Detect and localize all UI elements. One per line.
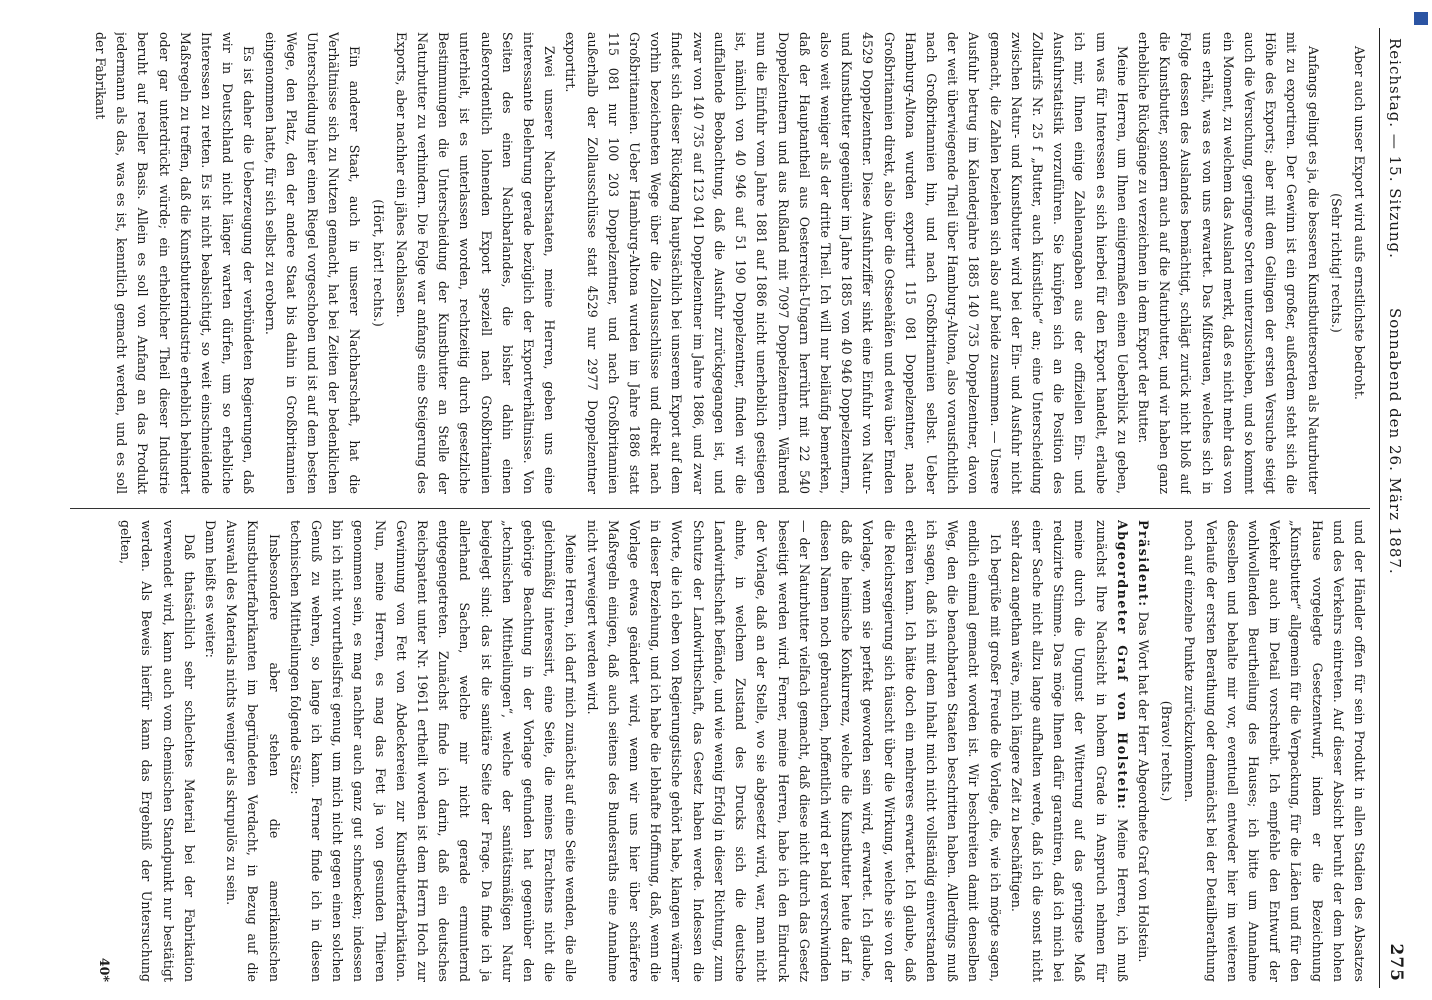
body-paragraph: Daß thatsächlich sehr schlechtes Material bei der Fabrikation verwendet wird, kann auch vom chemischen Standpunkt nur bestätigt werden. Als Beweis hierfür kann das Ergebniß der Untersuchung gelten, [118,520,197,982]
right-column [70,520,1370,982]
dfg-logo [1414,12,1428,25]
column-divider [70,508,1370,509]
printed-page [50,28,1410,988]
speech-text: Das Wort hat der Herr Abgeordnete Graf von Holstein. [1135,611,1151,963]
body-paragraph: Dann heißt es weiter: [203,520,219,658]
speaker-name: Präsident: [1135,520,1151,608]
body-paragraph: Ein anderer Staat, auch in unserer Nachbarschaft, hat die Verhältnisse sich zu Nutzen gemacht, hat bei Zeiten der bedenklichen Unterscheidung hier einen Riegel vorgeschoben und ist auf dem besten Wege, den Platz, den der andere Staat bis dahin in Großbritannien eingenommen hatte, für sich selbst zu erobern. [262,32,363,494]
body-paragraph: und der Händler offen für sein Produkt in allen Stadien des Absatzes und des Verkehrs eintreten. Auf dieser Absicht beruht der dem hohen Hause vorgelegte Gesetzentwurf, indem er die Bezeichnung „Kunstbutter“ allgemein für die Verpackung, für die Läden und für den Verkehr auch im Detail vorschreibt. Ich empfehle den Entwurf der wohlwollenden Beurtheilung des Hauses; ich bitte um Annahme desselben und behalte mir vor, eventuell entweder hier im weiteren Verlaufe der ersten Berathung oder demnächst bei der Detailberathung noch auf einzelne Punkte zurückzukommen. [1182,520,1367,982]
interjection: (Sehr richtig! rechts.) [1328,193,1344,333]
interjection: (Bravo! rechts.) [1159,700,1175,802]
body-paragraph: Insbesondere aber stehen die amerikanischen Kunstbutterfabrikanten im begründeten Verdacht, in Bezug auf die Auswahl des Materials nichts weniger als skrupulös zu sein. [224,520,282,982]
session-title: Reichstag. — 15. Sitzung. [1386,38,1404,259]
body-paragraph: Anfangs gelingt es ja, die besseren Kunstbuttersorten als Naturbutter mit zu exportiren. Der Gewinn ist ein großer, außerdem steht sich die Höhe des Exports; aber mit dem Gelingen der ersten Versuche steigt auch die Versuchung, geringere Sorten unterzuschieben, und so kommt ein Moment, zu welchem das Ausland merkt, daß es nicht mehr das von uns erhält, was es von uns erwartet. Das Mißtrauen, welches sich in Folge dessen des Auslandes bemächtigt, schlägt zurück nicht bloß auf die Kunstbutter, sondern auch auf die Naturbutter, und wir haben ganz erhebliche Rückgänge zu verzeichnen in dem Export der Butter. [1135,32,1321,494]
session-date: Sonnabend den 26. März 1887. [1386,308,1404,575]
speaker-name: Abgeordneter Graf von Holstein: [1114,520,1130,811]
speech-paragraph [1133,520,1154,982]
digitization-credit [1414,8,1428,990]
speech-text: Meine Herren, ich muß zunächst Ihre Nachsicht in hohem Grade in Anspruch nehmen für meine durch die Ungunst der Witterung auf das geringste Maß reduzirte Stimme. Das möge Ihnen dafür garantiren, daß ich mich bei einer Sache nicht allzu lange aufhalten werde, daß ich die sonst nicht sehr dazu angethan wäre, mich längere Zeit zu beschäftigen. [1008,520,1130,982]
left-column [70,32,1370,494]
running-head [1379,28,1410,988]
speech-paragraph [1006,520,1133,982]
body-paragraph: Ich begrüße mit großer Freude die Vorlage, die, wie ich mögte sagen, endlich einmal gemacht worden ist. Wir beschreiten damit denselben Weg, den die benachbarten Staaten beschritten haben. Allerdings muß ich sagen, daß ich mit dem Inhalt mich nicht vollständig einverstanden erklären kann. Ich hätte doch ein mehreres erwartet. Ich glaube, daß die Reichsregierung sich täuscht über die Wirkung, welche sie von der Vorlage, wenn sie perfekt geworden sein wird, erwartet. Ich glaube, daß die heimische Konkurrenz, welche die Kunstbutter heute darf in diesen Namen noch gebrauchen, hoffentlich wird er bald verschwinden — der Naturbutter vielfach gemacht, daß diese nicht durch das Gesetz beseitigt werden wird. Ferner, meine Herren, habe ich den Eindruck der Vorlage, daß an der Stelle, wo sie abgesetzt wird, war, man nicht ahnte, in welchem Zustand des Drucks sich die deutsche Landwirthschaft befände, und wie wenig Erfolg in dieser Richtung, zum Schutze der Landwirthschaft, das Gesetz haben werde. Indessen die Worte, die ich eben von Regierungstische gehört habe, klangen wärmer in dieser Beziehung, und ich habe die lebhafte Hoffnung, daß, wenn die Vorlage etwas geändert wird, wenn wir uns hier über schärfere Maßregeln einigen, daß auch seitens des Bundesraths eine Annahme nicht verweigert werden wird. [584,520,1003,982]
body-paragraph: Es ist daher die Ueberzeugung der verbündeten Regierungen, daß wir in Deutschland nicht länger warten dürfen, um so erhebliche Interessen zu retten. Es ist nicht beabsichtigt, so weit einschneidende Maßregeln zu treffen, daß die Kunstbutterindustrie erheblich behindert oder gar unterdrückt würde; ein erheblicher Theil dieser Industrie beruht auf reeller Basis. Allein es soll von Anfang an das Produkt jedermann als das, was es ist, kenntlich gemacht werden, und es soll der Fabrikant [93,32,257,494]
body-paragraph: Zwei unserer Nachbarstaaten, meine Herren, geben uns eine interessante Belehrung gerade bezüglich der Exportverhältnisse. Von Seiten des einen Nachbarlandes, die bisher dahin einen außerordentlich lohnenden Export speziell nach Großbritannien unterhielt, ist es unterlassen worden, rechtzeitig durch gesetzliche Bestimmungen die Unterscheidung der Kunstbutter an Stelle der Naturbutter zu verhindern. Die Folge war anfangs eine Steigerung des Exports, aber nachher ein jähes Nachlassen. [393,32,558,494]
body-paragraph: Meine Herren, ich darf mich zunächst auf eine Seite wenden, die alle gleichmäßig interessirt, eine Seite, die meines Erachtens nicht die gehörige Beachtung in der Vorlage gefunden hat gegenüber den „technischen Mittheilungen“, welche der sanitätsmäßigen Natur beigelegt sind: das ist die sanitäre Seite der Frage. Da finde ich ja allerhand Sachen, welche mir nicht gerade ermunternd entgegengetreten. Zunächst finde ich darin, daß ein deutsches Reichspatent unter Nr. 19611 ertheilt worden ist dem Herrn Hoch zur Gewinnung von Fett von Abdeckereien zur Kunstbutterfabrikation. Nun, meine Herren, es mag das Fett ja von gesunden Thieren genommen sein, es mag nachher auch ganz gut schmecken; indessen bin ich nicht vorurtheilsfrei genug, um mich nicht gegen einen solchen Genuß zu wehren, so lange ich kann. Ferner finde ich in diesen technischen Mittheilungen folgende Sätze: [287,520,579,982]
body-paragraph: Meine Herren, um Ihnen einigermaßen einen Ueberblick zu geben, um was für Interessen es sich hierbei für den Export handelt, erlaube ich mir, Ihnen einige Zahlenangaben aus der offiziellen Ein- und Ausfuhrstatistik vorzuführen. Sie knüpfen sich an die Position des Zolltarifs Nr. 25 f „Butter, auch künstliche“ an; eine Unterscheidung zwischen Natur- und Kunstbutter wird bei der Ein- und Ausfuhr nicht gemacht, die Zahlen beziehen sich also auf beide zusammen. — Unsere Ausfuhr betrug im Kalenderjahre 1885 140 735 Doppelzentner, davon der weit überwiegende Theil über Hamburg-Altona, also vorausfichtlich nach Großbritannien hin, und nach Großbritannien selbst. Ueber Hamburg-Altona wurden exportirt 115 081 Doppelzentner, nach Großbritannien direkt, also über die Ostseehäfen und etwa über Emden 4529 Doppelzentner. Diese Ausfuhrziffer sinkt eine Einfuhr von Natur- und Kunstbutter gegenüber im Jahre 1885 von 40 946 Doppelzentnern, also weit weniger als der dritte Theil. Ich will nur beiläufig bemerken, daß der Hauptantheil aus Oesterreich-Ungarn herrührt mit 22 540 Doppelzentnern und aus Rußland mit 7097 Doppelzentnern. Während nun die Einfuhr vom Jahre 1881 auf 1886 nicht unerheblich gestiegen ist, nämlich von 40 946 auf 51 190 Doppelzentner, finden wir die auffallende Beobachtung, daß die Ausfuhr zurückgegangen ist, und zwar von 140 735 auf 123 041 Doppelzentner im Jahre 1886, und zwar findet sich dieser Rückgang hauptsächlich bei unserem Export auf dem vorhin bezeichneten Wege über die Zollausschlüsse und direkt nach Großbritannien. Ueber Hamburg-Altona wurden im Jahre 1886 statt 115 081 nur 100 203 Doppelzentner, und nach Großbritannien außerhalb der Zollausschlüsse statt 4529 nur 2977 Doppelzentner exportirt. [563,32,1130,494]
interjection: (Hört, hört! rechts.) [370,199,386,327]
page-number: 275 [1386,943,1406,982]
sheet-signature: 40* [97,957,113,982]
body-paragraph: Aber auch unser Export wird aufs ernstlichste bedroht. [1352,46,1367,400]
